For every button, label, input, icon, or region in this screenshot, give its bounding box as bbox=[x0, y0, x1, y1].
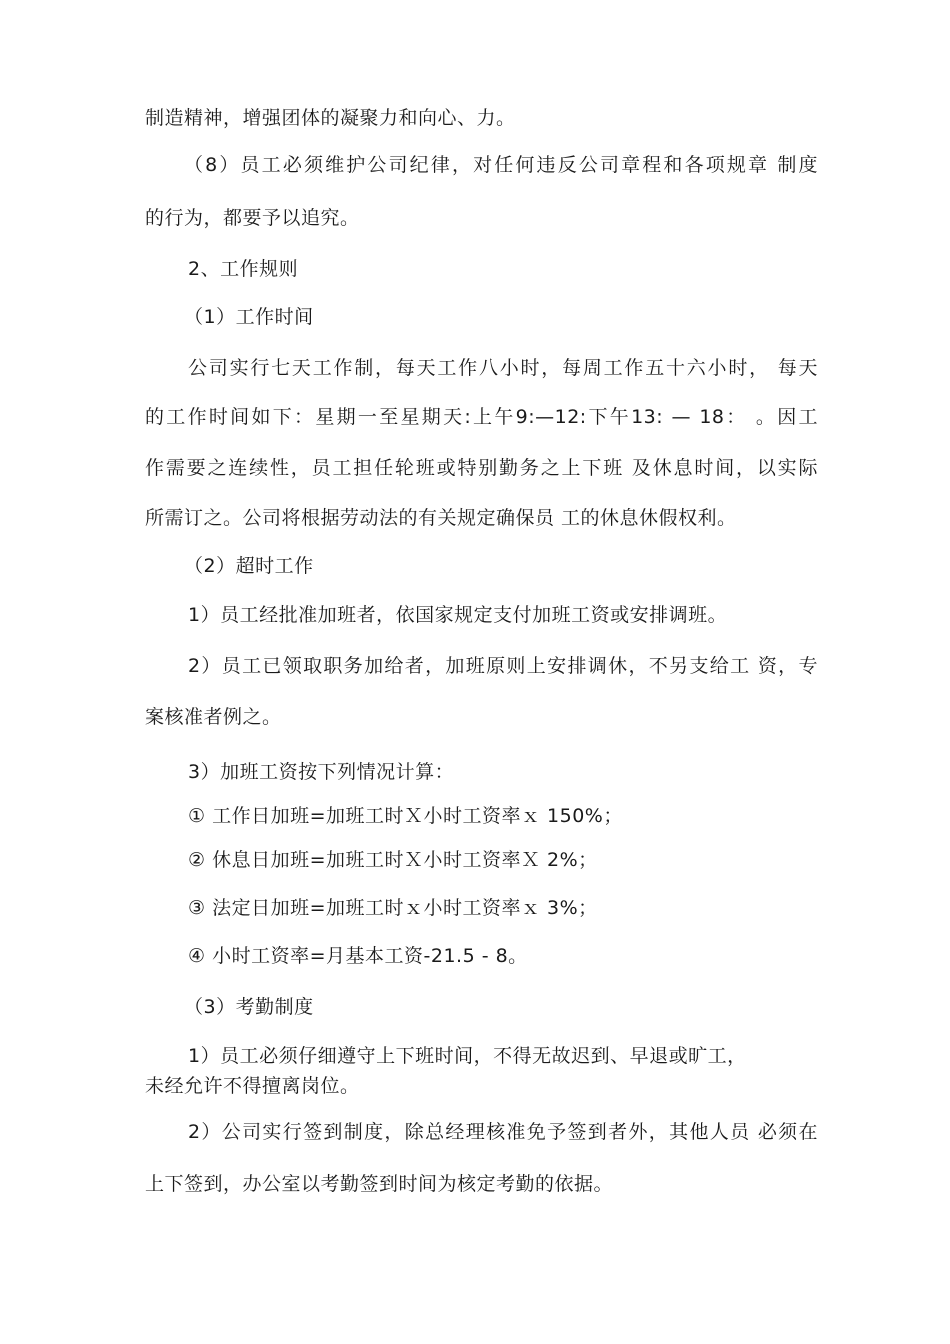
paragraph-line-9: 所需订之。公司将根据劳动法的有关规定确保员 工的休息休假权利。 bbox=[145, 507, 737, 529]
subsection-heading-work-time: （1）工作时间 bbox=[184, 306, 314, 328]
paragraph-line-3: 的行为，都要予以追究。 bbox=[145, 207, 360, 229]
paragraph-line-13: 案核准者例之。 bbox=[145, 706, 282, 728]
formula-line-1: ① 工作日加班=加班工时Ｘ小时工资率ｘ 150%； bbox=[188, 805, 623, 827]
formula-line-4: ④ 小时工资率=月基本工资-21.5 - 8。 bbox=[188, 945, 528, 967]
formula-line-3: ③ 法定日加班=加班工时ｘ小时工资率ｘ 3%； bbox=[188, 897, 598, 919]
paragraph-line-14: 3）加班工资按下列情况计算： bbox=[188, 761, 455, 783]
paragraph-line-7: 的工作时间如下：星期一至星期天:上午9:—12:下午13: — 18： 。因工 bbox=[145, 406, 818, 428]
paragraph-line-6: 公司实行七天工作制，每天工作八小时，每周工作五十六小时， 每天 bbox=[188, 357, 818, 379]
paragraph-line-11: 1）员工经批准加班者，依国家规定支付加班工资或安排调班。 bbox=[188, 604, 728, 626]
paragraph-line-21: 未经允许不得擅离岗位。 bbox=[145, 1075, 360, 1097]
section-heading-work-rules: 2、工作规则 bbox=[188, 258, 299, 280]
paragraph-line-1: 制造精神，增强团体的凝聚力和向心、力。 bbox=[145, 107, 516, 129]
formula-line-2: ② 休息日加班=加班工时Ｘ小时工资率Ｘ 2%； bbox=[188, 849, 598, 871]
paragraph-line-12: 2）员工已领取职务加给者，加班原则上安排调休，不另支给工 资，专 bbox=[188, 655, 818, 677]
subsection-heading-overtime: （2）超时工作 bbox=[184, 555, 314, 577]
paragraph-line-8: 作需要之连续性，员工担任轮班或特别勤务之上下班 及休息时间，以实际 bbox=[145, 457, 818, 479]
paragraph-line-2: （8）员工必须维护公司纪律，对任何违反公司章程和各项规章 制度 bbox=[184, 154, 818, 176]
paragraph-line-20: 1）员工必须仔细遵守上下班时间，不得无故迟到、早退或旷工， bbox=[188, 1045, 747, 1067]
paragraph-line-22: 2）公司实行签到制度，除总经理核准免予签到者外，其他人员 必须在 bbox=[188, 1121, 818, 1143]
paragraph-line-23: 上下签到，办公室以考勤签到时间为核定考勤的依据。 bbox=[145, 1173, 614, 1195]
subsection-heading-attendance: （3）考勤制度 bbox=[184, 996, 314, 1018]
